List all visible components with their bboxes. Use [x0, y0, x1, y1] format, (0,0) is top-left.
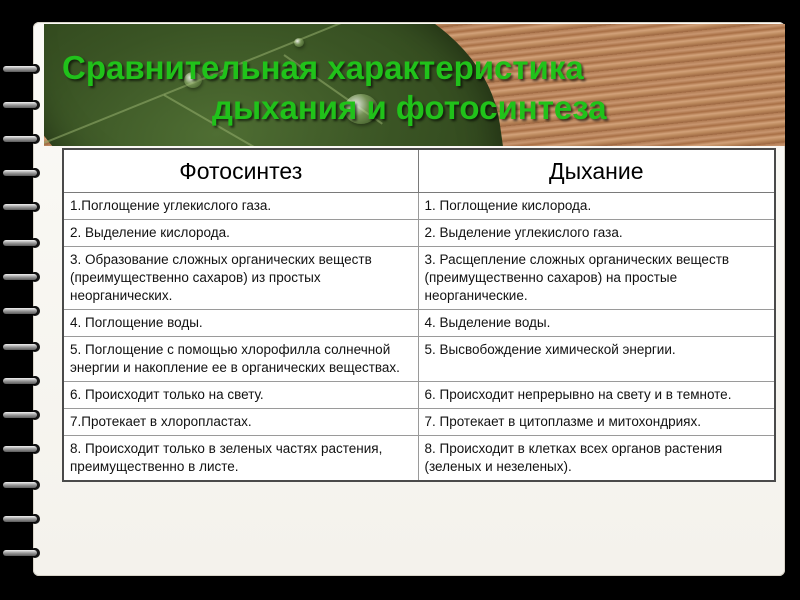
spiral-ring: [3, 62, 43, 76]
table-header-row: [63, 149, 775, 193]
table-row: [63, 193, 775, 220]
title-line-2: дыхания и фотосинтеза: [212, 89, 607, 126]
photosynthesis-cell: 6. Происходит только на свету.: [63, 382, 418, 409]
spiral-ring: [3, 236, 43, 250]
respiration-cell: 8. Происходит в клетках всех органов растения (зеленых и незеленых).: [418, 436, 775, 482]
photosynthesis-cell: 5. Поглощение с помощью хлорофилла солнечной энергии и накопление ее в органических веществах.: [63, 337, 418, 382]
photosynthesis-cell: 2. Выделение кислорода.: [63, 220, 418, 247]
table-row: [63, 337, 775, 382]
photosynthesis-cell: 7.Протекает в хлоропластах.: [63, 409, 418, 436]
spiral-ring: [3, 374, 43, 388]
spiral-ring: [3, 166, 43, 180]
spiral-ring: [3, 546, 43, 560]
respiration-cell: 7. Протекает в цитоплазме и митохондриях.: [418, 409, 775, 436]
respiration-cell: 4. Выделение воды.: [418, 310, 775, 337]
photosynthesis-cell: 3. Образование сложных органических веществ (преимущественно сахаров) из простых неорганических.: [63, 247, 418, 310]
spiral-ring: [3, 340, 43, 354]
table-row: [63, 436, 775, 482]
water-drop: [294, 38, 304, 47]
spiral-ring: [3, 270, 43, 284]
photosynthesis-cell: 8. Происходит только в зеленых частях растения, преимущественно в листе.: [63, 436, 418, 482]
table-row: [63, 310, 775, 337]
respiration-cell: 1. Поглощение кислорода.: [418, 193, 775, 220]
respiration-cell: 6. Происходит непрерывно на свету и в темноте.: [418, 382, 775, 409]
respiration-cell: 2. Выделение углекислого газа.: [418, 220, 775, 247]
table-row: [63, 382, 775, 409]
slide-title: [44, 48, 785, 128]
spiral-ring: [3, 478, 43, 492]
spiral-ring: [3, 98, 43, 112]
header-respiration: Дыхание: [418, 149, 775, 193]
spiral-ring: [3, 200, 43, 214]
spiral-ring: [3, 304, 43, 318]
table-row: [63, 247, 775, 310]
header-photosynthesis: Фотосинтез: [63, 149, 418, 193]
title-line-1: Сравнительная характеристика: [62, 49, 584, 86]
spiral-ring: [3, 512, 43, 526]
spiral-ring: [3, 442, 43, 456]
respiration-cell: 5. Высвобождение химической энергии.: [418, 337, 775, 382]
spiral-ring: [3, 132, 43, 146]
comparison-table: [62, 148, 776, 482]
photosynthesis-cell: 1.Поглощение углекислого газа.: [63, 193, 418, 220]
respiration-cell: 3. Расщепление сложных органических веществ (преимущественно сахаров) на простые неорганические.: [418, 247, 775, 310]
photosynthesis-cell: 4. Поглощение воды.: [63, 310, 418, 337]
table-row: [63, 220, 775, 247]
table-row: [63, 409, 775, 436]
spiral-ring: [3, 408, 43, 422]
